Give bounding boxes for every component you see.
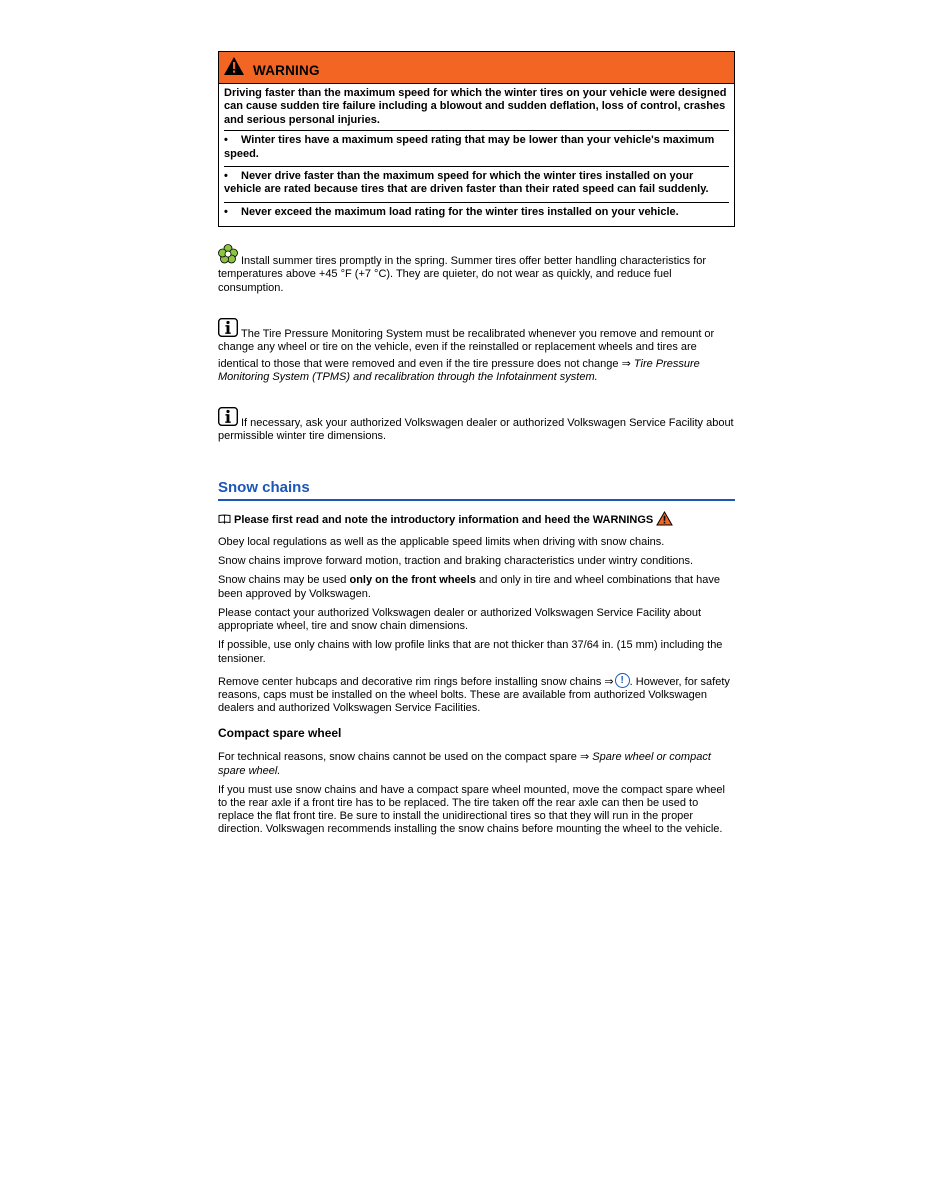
warning-bullet: • Winter tires have a maximum speed rating that may be lower than your vehicle's maximum speed.: [224, 130, 729, 163]
subheading-compact-spare: Compact spare wheel: [218, 726, 342, 741]
page-content: [218, 51, 735, 837]
intro-instruction: Please first read and note the introductory information and heed the WARNINGS: [218, 511, 735, 529]
bullet-icon: •: [224, 205, 228, 218]
book-icon: [218, 514, 231, 527]
cross-ref-link-tpms[interactable]: Tire Pressure Monitoring System (TPMS) and recalibration through the Infotainment system.: [218, 358, 700, 384]
paragraph: Please contact your authorized Volkswagen dealer or authorized Volkswagen Service Facility about appropriate wheel, tire and snow chain dimensions.: [218, 606, 702, 633]
info-note-dealer: If necessary, ask your authorized Volkswagen dealer or authorized Volkswagen Service Facility about permissible winter tire dimensions.: [218, 407, 735, 443]
paragraph: Snow chains improve forward motion, traction and braking characteristics under wintry conditions.: [218, 555, 694, 568]
warning-triangle-icon: [223, 56, 245, 76]
warning-header: [219, 52, 734, 84]
info-icon: [218, 407, 238, 430]
warning-body: [219, 84, 734, 226]
warning-bullet: • Never drive faster than the maximum speed for which the winter tires installed on your vehicle are rated because tires that are driven faster than their rated speed can fail suddenly.: [224, 166, 729, 199]
warning-intro: Driving faster than the maximum speed for which the winter tires on your vehicle were designed can cause sudden tire failure including a blowout and sudden deflation, loss of control, crashes and serious personal injuries.: [224, 87, 727, 126]
paragraph: If possible, use only chains with low profile links that are not thicker than 37/64 in. (15 mm) including the tensioner.: [218, 639, 723, 665]
section-title-snow-chains: Snow chains: [218, 479, 735, 501]
cross-ref-arrow: ⇒: [621, 358, 631, 371]
cross-ref-link-spare-wheel[interactable]: Spare wheel or compact spare wheel.: [218, 751, 711, 777]
paragraph: Obey local regulations as well as the applicable speed limits when driving with snow chains.: [218, 536, 665, 549]
caution-circle-icon[interactable]: !: [615, 673, 630, 688]
warning-title: WARNING: [253, 63, 320, 78]
paragraph: For technical reasons, snow chains cannot be used on the compact spare ⇒ Spare wheel or compact spare wheel.: [218, 751, 711, 777]
warning-bullet: • Never exceed the maximum load rating for the winter tires installed on your vehicle.: [224, 202, 729, 221]
paragraph: Snow chains may be used only on the front wheels and only in tire and wheel combinations that have been approved by Volkswagen.: [218, 574, 720, 600]
paragraph: Remove center hubcaps and decorative rim rings before installing snow chains ⇒ ! . However, for safety reasons, caps must be installed on the wheel bolts. These are available from authorized Volkswagen dealers and authorized Volkswagen Service Facilities.: [218, 674, 730, 715]
paragraph: If you must use snow chains and have a compact spare wheel mounted, move the compact spare wheel to the rear axle if a front tire has to be replaced. The tire taken off the rear axle can then be used to replace the flat front tire. Be sure to install the unidirectional tires so that they will run in the proper direction. Volkswagen recommends installing the snow chains before mounting the wheel to the vehicle.: [218, 783, 725, 836]
bullet-icon: •: [224, 134, 228, 147]
bullet-icon: •: [224, 170, 228, 183]
info-note-tpms: The Tire Pressure Monitoring System must be recalibrated whenever you remove and remount or change any wheel or tire on the vehicle, even if the reinstalled or replacement wheels and tires are identical to those that were removed and even if the tire pressure does not change ⇒ Tire Pressure Monitoring System (TPMS) and recalibration through the Infotainment system.: [218, 318, 735, 385]
flower-eco-icon: [218, 244, 238, 268]
warning-triangle-icon[interactable]: [656, 511, 673, 529]
warning-box: [218, 51, 735, 227]
eco-note: Install summer tires promptly in the spring. Summer tires offer better handling characteristics for temperatures above +45 °F (+7 °C). They are quieter, do not wear as quickly, and reduce fuel consumption.: [218, 244, 735, 295]
info-icon: [218, 318, 238, 341]
